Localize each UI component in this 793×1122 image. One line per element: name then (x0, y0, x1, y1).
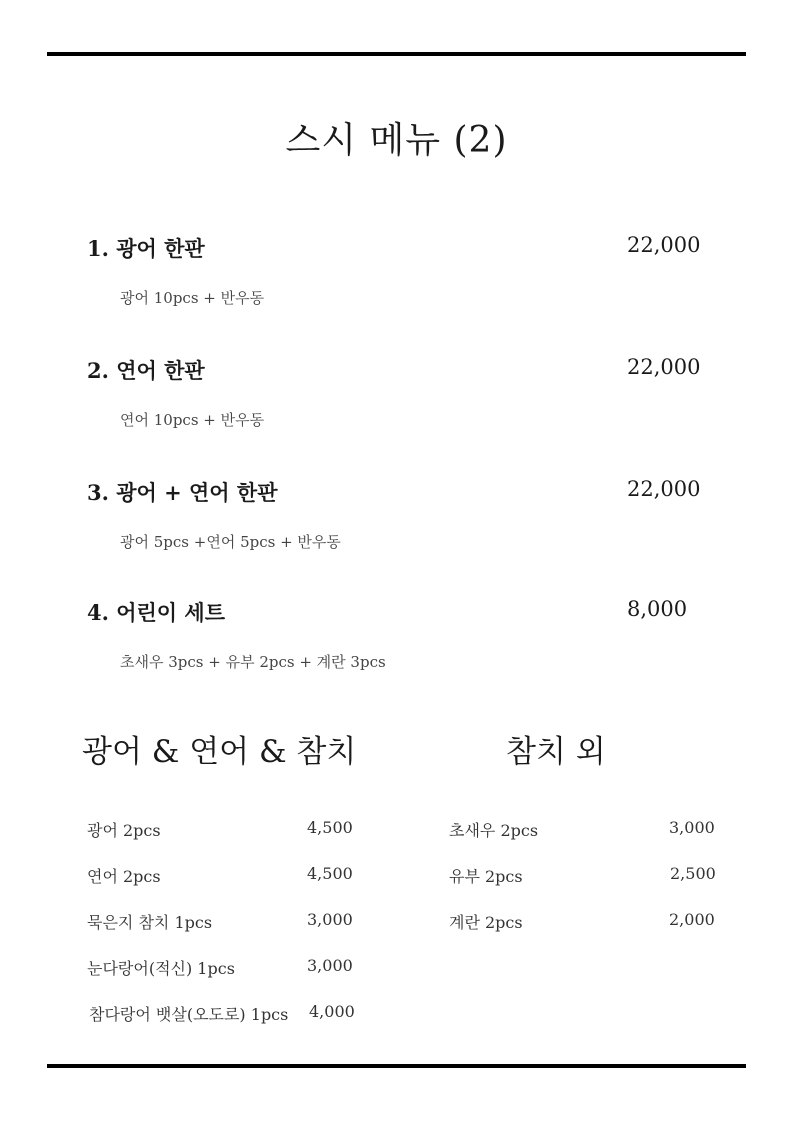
top-divider (47, 52, 746, 56)
piece-name: 눈다랑어(적신) 1pcs (87, 959, 235, 978)
piece-price: 2,500 (670, 864, 716, 883)
piece-price: 3,000 (669, 818, 715, 837)
piece-price: 3,000 (307, 956, 353, 975)
section-heading-fish: 광어 & 연어 & 참치 (82, 734, 357, 770)
piece-name: 묵은지 참치 1pcs (87, 913, 213, 932)
piece-name: 연어 2pcs (87, 867, 161, 886)
section-heading-others: 참치 외 (506, 734, 606, 770)
piece-price: 4,500 (307, 864, 353, 883)
piece-name: 초새우 2pcs (449, 821, 539, 840)
piece-price: 4,500 (307, 818, 353, 837)
page-title: 스시 메뉴 (2) (285, 120, 508, 161)
piece-name: 계란 2pcs (449, 913, 523, 932)
set-menu-description: 광어 10pcs + 반우동 (120, 289, 265, 307)
set-menu-price: 22,000 (627, 355, 701, 379)
bottom-divider (47, 1064, 746, 1068)
set-menu-description: 초새우 3pcs + 유부 2pcs + 계란 3pcs (120, 653, 386, 671)
piece-name: 참다랑어 뱃살(오도로) 1pcs (89, 1005, 289, 1024)
piece-name: 광어 2pcs (87, 821, 161, 840)
piece-price: 4,000 (309, 1002, 355, 1021)
set-menu-name: 3. 광어 + 연어 한판 (87, 480, 278, 505)
set-menu-description: 연어 10pcs + 반우동 (120, 411, 265, 429)
set-menu-price: 8,000 (627, 597, 688, 621)
piece-price: 2,000 (669, 910, 715, 929)
set-menu-name: 1. 광어 한판 (87, 236, 205, 261)
set-menu-name: 2. 연어 한판 (87, 358, 205, 383)
piece-name: 유부 2pcs (449, 867, 523, 886)
piece-price: 3,000 (307, 910, 353, 929)
set-menu-price: 22,000 (627, 233, 701, 257)
set-menu-description: 광어 5pcs +연어 5pcs + 반우동 (120, 533, 341, 551)
set-menu-name: 4. 어린이 세트 (87, 600, 225, 625)
set-menu-price: 22,000 (627, 477, 701, 501)
